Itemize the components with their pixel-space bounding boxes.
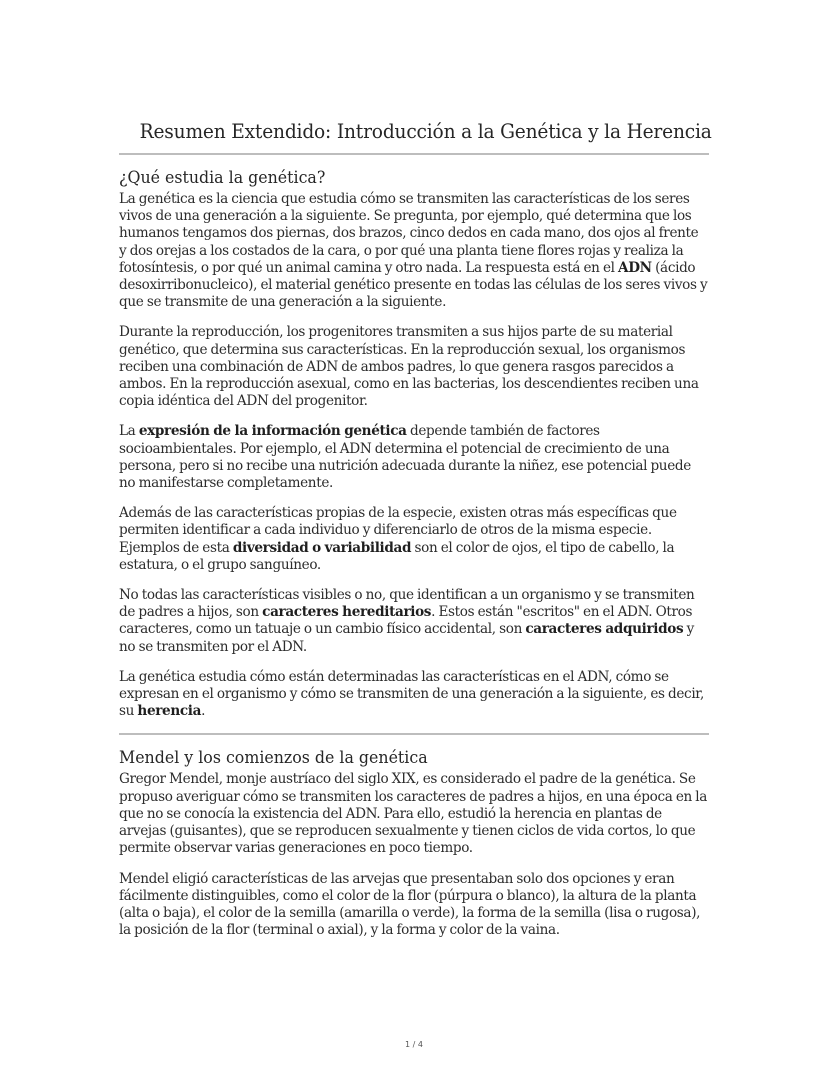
bold-term: caracteres hereditarios: [262, 604, 432, 621]
section-divider: [119, 733, 709, 735]
document-title: Resumen Extendido: Introducción a la Genética y la Herencia: [139, 119, 712, 143]
document-page: [119, 118, 712, 952]
section-heading: Mendel y los comienzos de la genética: [119, 748, 428, 769]
text-segment: La genética es la ciencia que estudia cómo se transmiten las características de los seres vivos de una generación a la siguiente. Se pregunta, por ejemplo, qué determina que los humanos tengamos dos piernas, dos brazos, cinco dedos en cada mano, dos ojos al frente y dos orejas a los costados de la cara, o por qué una planta tiene flores rojas y realiza la fotosíntesis, o por qué un animal camina y otro nada. La respuesta está en el: [119, 191, 699, 276]
bold-term: herencia: [137, 703, 202, 720]
bold-term: ADN: [618, 259, 652, 276]
page-indicator: 1 / 4: [405, 1040, 423, 1049]
paragraph: [119, 587, 709, 656]
paragraph: [119, 191, 709, 311]
text-segment: .: [201, 703, 206, 720]
section-heading: ¿Qué estudia la genética?: [119, 168, 326, 188]
text-segment: La: [119, 423, 139, 440]
paragraph: [119, 505, 709, 574]
paragraph: [119, 871, 709, 940]
text-segment: Gregor Mendel, monje austríaco del siglo XIX, es considerado el padre de la genética. Se propuso averiguar cómo se transmiten los caracteres de padres a hijos, en una época en la que no se conocía la existencia del ADN. Para ello, estudió la herencia en plantas de arvejas (guisantes), que se reproducen sexualmente y tienen ciclos de vida cortos, lo que permite observar varias generaciones en poco tiempo.: [119, 771, 708, 857]
text-segment: . Estos están "escritos" en el ADN. Otros caracteres, como un tatuaje o un cambio físico accidental, son: [119, 604, 693, 638]
paragraph: [119, 423, 709, 492]
paragraph: [119, 324, 709, 410]
title-divider: [119, 153, 709, 155]
text-segment: Mendel eligió características de las arvejas que presentaban solo dos opciones y eran fácilmente distinguibles, como el color de la flor (púrpura o blanco), la altura de la planta (alta o baja), el color de la semilla (amarilla o verde), la forma de la semilla (lisa o rugosa), la posición de la flor (terminal o axial), y la forma y color de la vaina.: [119, 870, 701, 939]
text-segment: son el color de ojos, el tipo de cabello, la estatura, o el grupo sanguíneo.: [119, 539, 675, 573]
paragraph: [119, 669, 709, 721]
text-segment: depende también de factores socioambientales. Por ejemplo, el ADN determina el potencial de crecimiento de una persona, pero si no recibe una nutrición adecuada durante la niñez, ese potencial puede no manifestarse completamente.: [119, 423, 691, 492]
bold-term: expresión de la información genética: [138, 423, 407, 440]
text-segment: y no se transmiten por el ADN.: [119, 621, 694, 655]
section-mendel: [119, 733, 709, 939]
bold-term: diversidad o variabilidad: [232, 539, 412, 556]
text-segment: No todas las características visibles o no, que identifican a un organismo y se transmiten de padres a hijos, son: [119, 587, 695, 621]
text-segment: La genética estudia cómo están determinadas las características en el ADN, cómo se expresan en el organismo y cómo se transmiten de una generación a la siguiente, es decir, su: [119, 668, 704, 720]
text-segment: Además de las características propias de la especie, existen otras más específicas que permiten identificar a cada individuo y diferenciarlo de otros de la misma especie. Ejemplos de esta: [119, 505, 677, 556]
text-segment: (ácido desoxirribonucleico), el material genético presente en todas las células de los seres vivos y que se transmite de una generación a la siguiente.: [119, 259, 708, 311]
text-segment: Durante la reproducción, los progenitores transmiten a sus hijos parte de su material genético, que determina sus características. En la reproducción sexual, los organismos reciben una combinación de ADN de ambos padres, lo que genera rasgos parecidos a ambos. En la reproducción asexual, como en las bacterias, los descendientes reciben una copia idéntica del ADN del progenitor.: [119, 324, 699, 410]
paragraph: [119, 771, 709, 857]
bold-term: caracteres adquiridos: [525, 621, 684, 638]
section-que-estudia-la-genetica: [119, 167, 709, 720]
